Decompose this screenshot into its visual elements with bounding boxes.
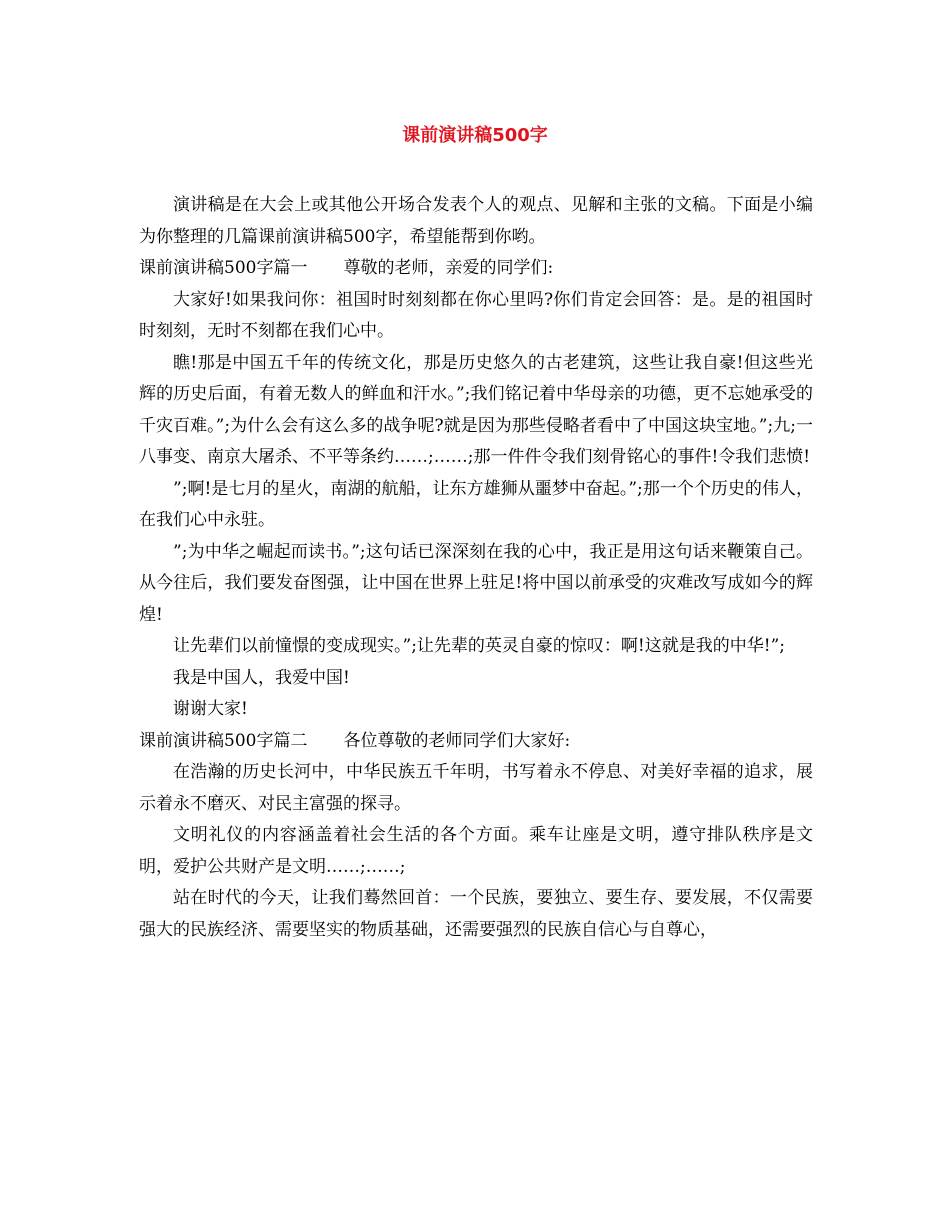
paragraph: 文明礼仪的内容涵盖着社会生活的各个方面。乘车让座是文明，遵守排队秩序是文明，爱护公共财产是文明……;……; <box>139 825 813 877</box>
section-heading: 课前演讲稿500字篇二 <box>139 730 308 751</box>
section-greeting: 各位尊敬的老师同学们大家好: <box>343 730 571 751</box>
intro-paragraph: 演讲稿是在大会上或其他公开场合发表个人的观点、见解和主张的文稿。下面是小编为你整理的几篇课前演讲稿500字，希望能帮到你哟。 <box>139 195 813 247</box>
paragraph: 我是中国人，我爱中国! <box>173 667 350 688</box>
section-heading-line <box>139 253 813 285</box>
document-title: 课前演讲稿500字 <box>402 125 548 146</box>
paragraph: 让先辈们以前憧憬的变成现实。”;让先辈的英灵自豪的惊叹：啊!这就是我的中华!”; <box>173 636 785 656</box>
section-heading: 课前演讲稿500字篇一 <box>139 258 308 278</box>
paragraph: 站在时代的今天，让我们蓦然回首：一个民族，要独立、要生存、要发展，不仅需要强大的民族经济、需要坚实的物质基础，还需要强烈的民族自信心与自尊心， <box>139 888 813 940</box>
paragraph: 谢谢大家! <box>173 699 248 719</box>
paragraph: ”;为中华之崛起而读书。”;这句话已深深刻在我的心中，我正是用这句话来鞭策自己。从今往后，我们要发奋图强，让中国在世界上驻足!将中国以前承受的灾难改写成如今的辉煌! <box>139 541 813 625</box>
paragraph: 瞧!那是中国五千年的传统文化，那是历史悠久的古老建筑，这些让我自豪!但这些光辉的历史后面，有着无数人的鲜血和汗水。”;我们铭记着中华母亲的功德，更不忘她承受的千灾百难。”;为什么会有这么多的战争呢?就是因为那些侵略者看中了中国这块宝地。”;九;一八事变、南京大屠杀、不平等条约……;……;那一件件令我们刻骨铭心的事件!令我们悲愤! <box>139 352 813 467</box>
paragraph: 在浩瀚的历史长河中，中华民族五千年明，书写着永不停息、对美好幸福的追求，展示着永不磨灭、对民主富强的探寻。 <box>139 762 813 814</box>
section-heading-line <box>139 726 813 758</box>
section-greeting: 尊敬的老师，亲爱的同学们: <box>343 258 554 278</box>
paragraph: ”;啊!是七月的星火，南湖的航船，让东方雄狮从噩梦中奋起。”;那一个个历史的伟人，在我们心中永驻。 <box>139 478 813 530</box>
paragraph: 大家好!如果我问你：祖国时时刻刻都在你心里吗?你们肯定会回答：是。是的祖国时时刻刻，无时不刻都在我们心中。 <box>139 289 813 341</box>
document-body <box>139 190 813 946</box>
